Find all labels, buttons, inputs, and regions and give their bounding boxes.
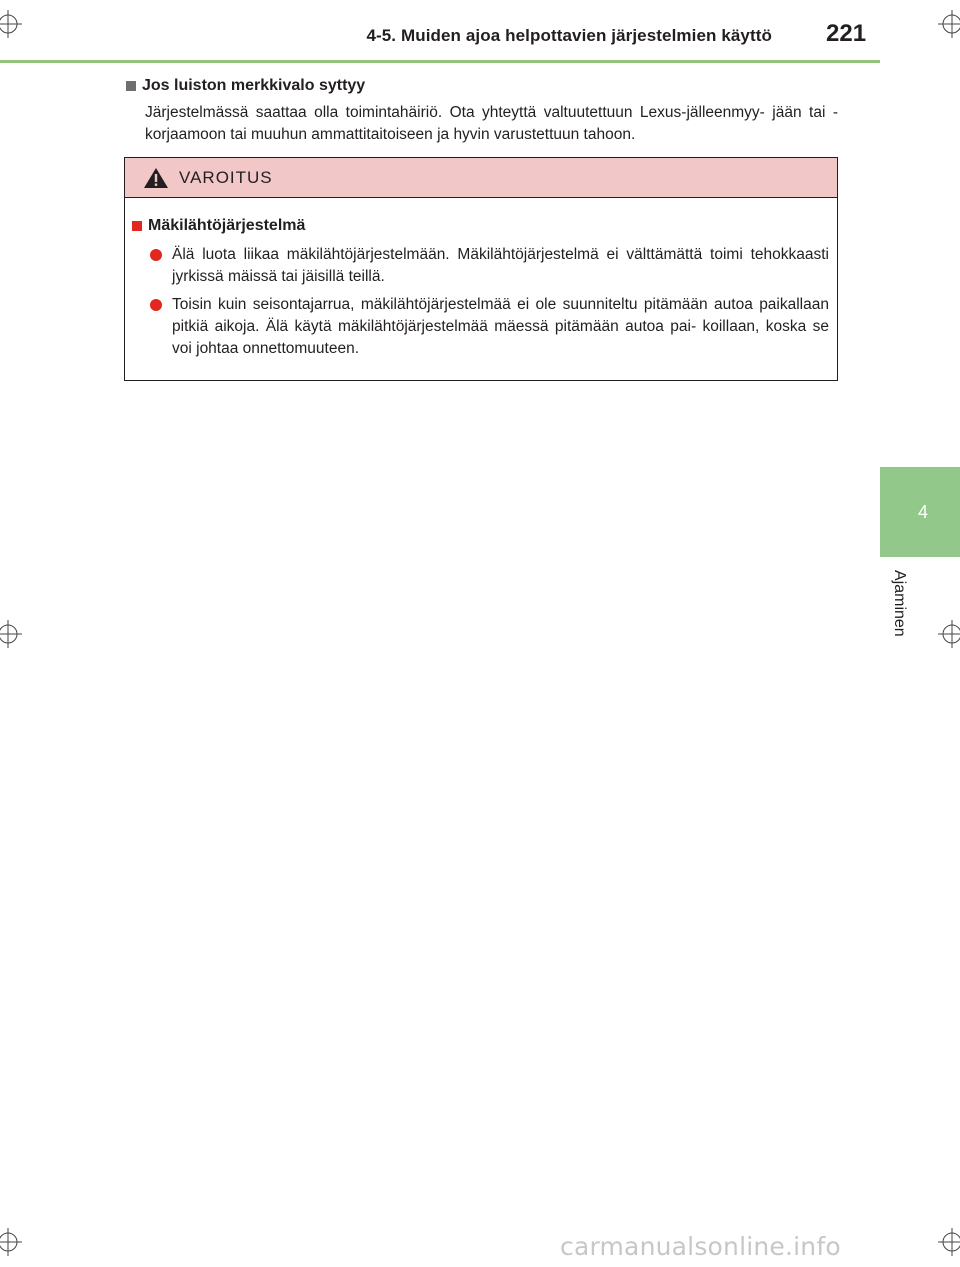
warning-heading	[132, 214, 829, 238]
warning-box	[124, 157, 838, 381]
warning-triangle-icon	[143, 167, 169, 189]
bullet-dot-icon	[150, 299, 162, 311]
page-number: 221	[826, 20, 867, 47]
warning-title: VAROITUS	[179, 167, 273, 187]
crosshair-icon	[938, 10, 960, 38]
bullet-dot-icon	[150, 249, 162, 261]
watermark: carmanualsonline.info	[560, 1232, 841, 1261]
section-heading	[126, 74, 838, 98]
intro-section	[126, 74, 838, 146]
warning-content	[125, 198, 837, 360]
warning-heading-text: Mäkilähtöjärjestelmä	[148, 217, 306, 234]
list-item	[132, 244, 829, 288]
crosshair-icon	[938, 1228, 960, 1256]
crosshair-icon	[938, 620, 960, 648]
header-rule	[0, 60, 880, 63]
crosshair-icon	[0, 1228, 22, 1256]
warning-header	[125, 158, 837, 198]
crosshair-icon	[0, 620, 22, 648]
section-heading-text: Jos luiston merkkivalo syttyy	[142, 77, 366, 94]
chapter-tab[interactable]: 4	[880, 467, 960, 557]
square-bullet-icon	[126, 81, 136, 91]
list-item-text: Älä luota liikaa mäkilähtöjärjestelmään. Mäkilähtöjärjestelmä ei välttämättä toimi tehokkaasti jyrkissä mäissä tai jäisillä teillä.	[172, 246, 829, 285]
list-item	[132, 294, 829, 360]
warning-list	[132, 244, 829, 360]
chapter-label: Ajaminen	[891, 570, 908, 637]
list-item-text: Toisin kuin seisontajarrua, mäkilähtöjärjestelmää ei ole suunniteltu pitämään autoa paikallaan pitkiä aikoja. Älä käytä mäkilähtöjärjestelmää mäessä pitämään autoa pai- koillaan, koska se voi johtaa onnettomuuteen.	[172, 296, 829, 357]
section-body: Järjestelmässä saattaa olla toimintahäiriö. Ota yhteyttä valtuutettuun Lexus-jälleenmyy- jään tai -korjaamoon tai muuhun ammattitaitoiseen ja hyvin varustettuun tahoon.	[145, 104, 838, 143]
crosshair-icon	[0, 10, 22, 38]
section-title: 4-5. Muiden ajoa helpottavien järjestelmien käyttö	[366, 26, 772, 45]
square-bullet-icon	[132, 221, 142, 231]
